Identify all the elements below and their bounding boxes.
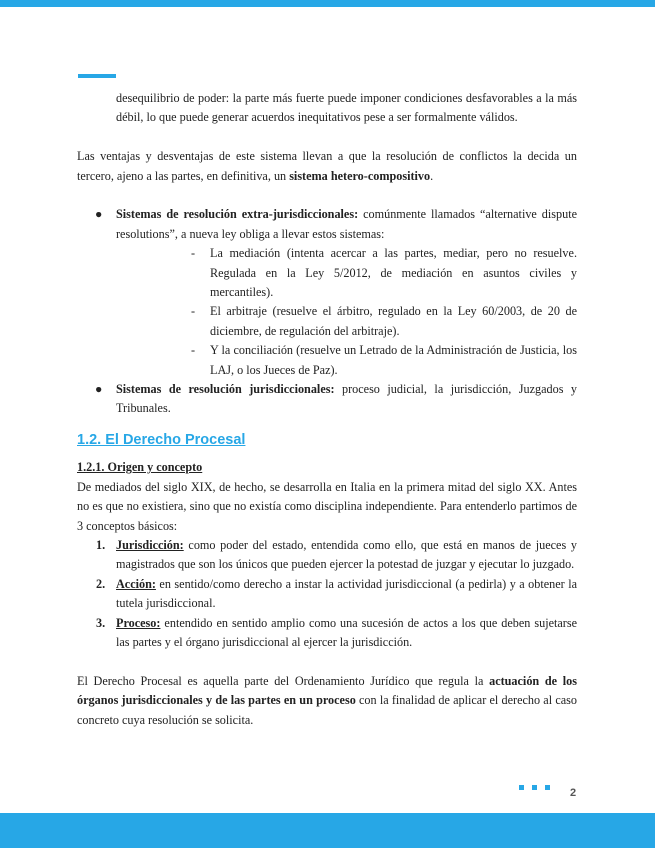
concepts-list bbox=[77, 536, 577, 652]
item-number: 1. bbox=[96, 537, 106, 552]
dot-icon bbox=[545, 785, 550, 790]
sub-list bbox=[116, 244, 577, 380]
list-item: 1. Jurisdicción: como poder del estado, entendida como ello, que está en manos de jueces y magistrados que son los únicos que pueden ejercer la potestad de juzgar y ejecutar lo juzgado. bbox=[96, 537, 577, 572]
bottom-accent-bar bbox=[0, 813, 655, 848]
dash-icon: - bbox=[191, 246, 196, 261]
list-item-text: proceso judicial, la jurisdicción, Juzgados y Tribunales. bbox=[116, 382, 577, 416]
list-item: 3. Proceso: entendido en sentido amplio como una sucesión de actos a los que deben sujetarse las partes y el órgano jurisdiccional al ejercer la jurisdicción. bbox=[96, 615, 577, 649]
concept-term: Jurisdicción: bbox=[116, 537, 184, 552]
list-item-text: comúnmente llamados “alternative dispute resolutions”, a nueva ley obliga a llevar estos sistemas: bbox=[116, 207, 578, 241]
dash-icon: - bbox=[191, 304, 196, 319]
item-number: 3. bbox=[96, 615, 106, 630]
ventajas-paragraph: Las ventajas y desventajas de este sistema llevan a que la resolución de conflictos la decida un tercero, ajeno a las partes, en definitiva, un sistema hetero-compositivo. bbox=[77, 149, 577, 183]
page-dots-decoration bbox=[519, 785, 558, 803]
list-item bbox=[77, 205, 577, 380]
dash-icon: - bbox=[191, 343, 196, 358]
top-accent-bar bbox=[0, 0, 655, 7]
item-number: 2. bbox=[96, 576, 106, 591]
subheading: 1.2.1. Origen y concepto bbox=[77, 460, 203, 475]
bullet-icon: ● bbox=[95, 382, 103, 397]
concept-term: Proceso: bbox=[116, 615, 161, 630]
bullet-icon: ● bbox=[95, 207, 103, 222]
list-item-title: Sistemas de resolución jurisdiccionales: bbox=[116, 382, 335, 397]
sub-list-item: - Y la conciliación (resuelve un Letrado de la Administración de Justicia, los LAJ, o los Jueces de Paz). bbox=[191, 343, 577, 377]
resolution-systems-list bbox=[77, 205, 577, 418]
sub-list-item: - La mediación (intenta acercar a las partes, mediar, pero no resuelve. Regulada en la Ley 5/2012, de mediación en asuntos civiles y mercantiles). bbox=[191, 246, 577, 300]
page-content bbox=[77, 89, 577, 730]
list-item: 2. Acción: en sentido/como derecho a instar la actividad jurisdiccional (a pedirla) y a obtener la tutela jurisdiccional. bbox=[96, 576, 577, 611]
dot-icon bbox=[532, 785, 537, 790]
concept-term: Acción: bbox=[116, 576, 156, 591]
sub-list-item: - El arbitraje (resuelve el árbitro, regulado en la Ley 60/2003, de 20 de diciembre, de regulación del arbitraje). bbox=[191, 304, 577, 338]
page-number: 2 bbox=[570, 787, 577, 799]
origen-paragraph: De mediados del siglo XIX, de hecho, se desarrolla en Italia en la primera mitad del siglo XX. Antes no es que no existiera, sino que no existía como disciplina independiente. Para entenderlo partimos de 3 conceptos básicos: bbox=[77, 479, 577, 533]
intro-continuation: desequilibrio de poder: la parte más fuerte puede imponer condiciones desfavorables a la más débil, lo que puede generar acuerdos inequitativos pese a ser formalmente válidos. bbox=[116, 91, 577, 125]
list-item bbox=[77, 380, 577, 419]
closing-paragraph: El Derecho Procesal es aquella parte del Ordenamiento Jurídico que regula la actuación de los órganos jurisdiccionales y de las partes en un proceso con la finalidad de aplicar el derecho al caso concreto cuya resolución se solicita. bbox=[77, 673, 577, 727]
closing-bold-phrase: actuación de los órganos jurisdiccionales y de las partes en un proceso bbox=[77, 673, 577, 708]
section-heading: 1.2. El Derecho Procesal bbox=[77, 431, 246, 448]
list-item-title: Sistemas de resolución extra-jurisdiccionales: bbox=[116, 207, 359, 222]
header-accent-line bbox=[78, 74, 116, 78]
dot-icon bbox=[519, 785, 524, 790]
hetero-compositivo-term: sistema hetero-compositivo bbox=[289, 168, 431, 183]
